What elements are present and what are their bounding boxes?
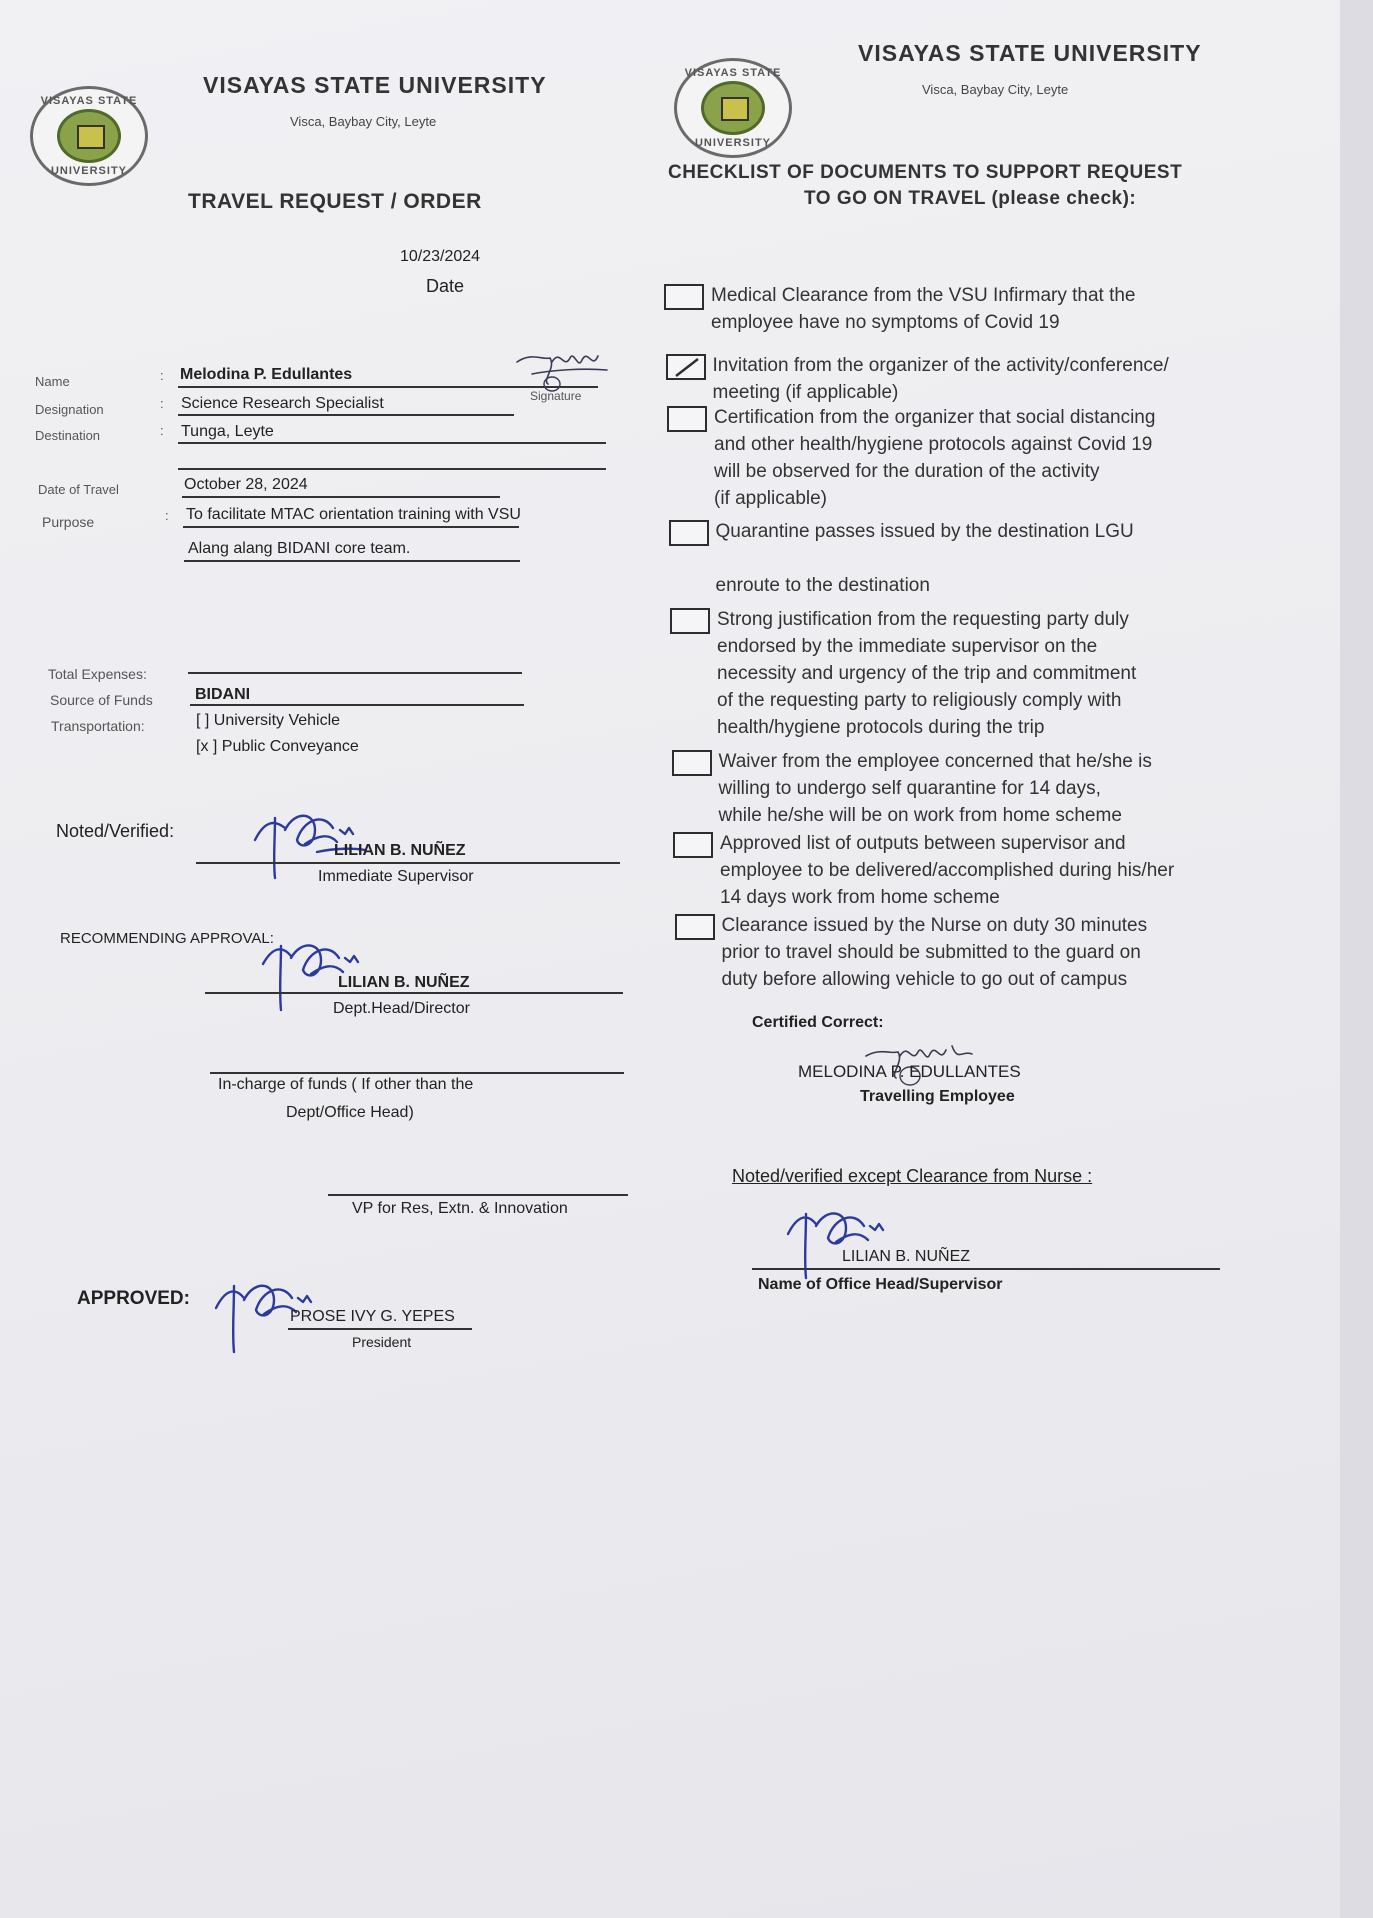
checklist-item-text: while he/she will be on work from home scheme bbox=[718, 805, 1122, 826]
checklist-item-text: 14 days work from home scheme bbox=[720, 887, 1000, 908]
destination-value: Tunga, Leyte bbox=[181, 423, 274, 440]
colon: : bbox=[165, 508, 169, 523]
checklist-checkbox[interactable] bbox=[672, 750, 712, 776]
purpose-line1: To facilitate MTAC orientation training with VSU bbox=[186, 506, 521, 523]
office-head-title: Name of Office Head/Supervisor bbox=[758, 1276, 1003, 1293]
president-name: PROSE IVY G. YEPES bbox=[290, 1308, 455, 1325]
certified-correct-label: Certified Correct: bbox=[752, 1014, 884, 1031]
checklist-item-text: Certification from the organizer that social distancing bbox=[714, 407, 1156, 428]
signature-label: Signature bbox=[530, 389, 582, 403]
transport-option-university: [ ] University Vehicle bbox=[196, 712, 341, 729]
total-expenses-label: Total Expenses: bbox=[48, 666, 147, 682]
president-title: President bbox=[352, 1334, 412, 1350]
transportation-label: Transportation: bbox=[51, 718, 145, 734]
checklist-item-text: employee have no symptoms of Covid 19 bbox=[711, 312, 1060, 333]
university-seal-right bbox=[674, 58, 792, 158]
university-seal-left bbox=[30, 86, 148, 186]
in-charge-funds-line1: In-charge of funds ( If other than the bbox=[218, 1076, 474, 1093]
checklist-item-text: willing to undergo self quarantine for 14 days, bbox=[718, 778, 1101, 799]
checklist-item-text: and other health/hygiene protocols against Covid 19 bbox=[714, 434, 1153, 455]
seal-top-text: VISAYAS STATE bbox=[684, 67, 782, 79]
checklist-title-line1: CHECKLIST OF DOCUMENTS TO SUPPORT REQUEST bbox=[668, 162, 1183, 183]
checklist-item-text: enroute to the destination bbox=[715, 575, 930, 596]
checklist-item-text: prior to travel should be submitted to the guard on bbox=[721, 942, 1141, 963]
university-address-right: Visca, Baybay City, Leyte bbox=[922, 82, 1069, 97]
checklist-item-text: (if applicable) bbox=[714, 488, 827, 509]
checklist-checkbox[interactable] bbox=[669, 520, 709, 546]
noted-name: LILIAN B. NUÑEZ bbox=[334, 842, 466, 859]
checklist-checkbox[interactable] bbox=[675, 914, 715, 940]
checklist-item-text: necessity and urgency of the trip and commitment bbox=[717, 663, 1137, 684]
noted-verified-label: Noted/Verified: bbox=[56, 821, 175, 841]
date-label: Date bbox=[426, 276, 465, 296]
colon: : bbox=[160, 368, 164, 383]
transport-option-public: [x ] Public Conveyance bbox=[196, 738, 359, 755]
seal-top-text: VISAYAS STATE bbox=[40, 95, 138, 107]
employee-signature bbox=[512, 340, 612, 400]
recommending-approval-label: RECOMMENDING APPROVAL: bbox=[60, 930, 274, 947]
source-funds-label: Source of Funds bbox=[50, 692, 153, 708]
request-date: 10/23/2024 bbox=[400, 248, 481, 265]
checklist-checkbox[interactable] bbox=[670, 608, 710, 634]
checklist-item-text: Quarantine passes issued by the destination LGU bbox=[715, 521, 1134, 542]
destination-label: Destination bbox=[35, 428, 101, 443]
university-address-left: Visca, Baybay City, Leyte bbox=[290, 114, 437, 129]
checklist-item-text: duty before allowing vehicle to go out of campus bbox=[721, 969, 1128, 990]
checklist-item-text: employee to be delivered/accomplished during his/her bbox=[720, 860, 1175, 881]
university-name-right: VISAYAS STATE UNIVERSITY bbox=[858, 40, 1202, 66]
checklist-item-text: Invitation from the organizer of the activity/conference/ bbox=[712, 355, 1169, 376]
checklist-item-text: will be observed for the duration of the activity bbox=[714, 461, 1100, 482]
date-travel-label: Date of Travel bbox=[38, 482, 119, 497]
colon: : bbox=[160, 396, 164, 411]
approved-label: APPROVED: bbox=[77, 1288, 190, 1309]
background-edge bbox=[1340, 0, 1373, 1918]
seal-emblem bbox=[701, 81, 765, 135]
checklist-checkbox[interactable] bbox=[664, 284, 704, 310]
checklist-checkbox[interactable] bbox=[666, 354, 706, 380]
source-funds-value: BIDANI bbox=[195, 686, 251, 703]
checklist-item-text: of the requesting party to religiously comply with bbox=[717, 690, 1122, 711]
checklist-item-text: Approved list of outputs between supervisor and bbox=[720, 833, 1126, 854]
seal-bottom-text: UNIVERSITY bbox=[694, 137, 771, 149]
checklist-item-text: Clearance issued by the Nurse on duty 30 minutes bbox=[721, 915, 1148, 936]
recommending-name: LILIAN B. NUÑEZ bbox=[338, 974, 470, 991]
checklist-item-text: Waiver from the employee concerned that he/she is bbox=[718, 751, 1152, 772]
checklist-item-text: endorsed by the immediate supervisor on the bbox=[717, 636, 1098, 657]
seal-emblem bbox=[57, 109, 121, 163]
seal-bottom-text: UNIVERSITY bbox=[50, 165, 127, 177]
in-charge-funds-line2: Dept/Office Head) bbox=[286, 1104, 414, 1121]
recommending-title: Dept.Head/Director bbox=[333, 1000, 470, 1017]
checklist-item-text: Strong justification from the requesting party duly bbox=[717, 609, 1129, 630]
form-title: TRAVEL REQUEST / ORDER bbox=[188, 190, 482, 213]
checklist-title-line2: TO GO ON TRAVEL (please check): bbox=[804, 188, 1137, 209]
purpose-label: Purpose bbox=[42, 514, 95, 530]
employee-title: Travelling Employee bbox=[860, 1088, 1015, 1105]
employee-name: MELODINA P. EDULLANTES bbox=[798, 1062, 1021, 1081]
checklist-item-text: meeting (if applicable) bbox=[712, 382, 899, 403]
checklist-item-text: health/hygiene protocols during the trip bbox=[717, 717, 1045, 738]
noted-title: Immediate Supervisor bbox=[318, 868, 474, 885]
name-value: Melodina P. Edullantes bbox=[180, 366, 353, 383]
noted-except-label: Noted/verified except Clearance from Nurse : bbox=[732, 1166, 1093, 1186]
vp-title: VP for Res, Extn. & Innovation bbox=[352, 1200, 568, 1217]
university-name-left: VISAYAS STATE UNIVERSITY bbox=[203, 72, 547, 98]
purpose-line2: Alang alang BIDANI core team. bbox=[188, 540, 411, 557]
colon: : bbox=[160, 423, 164, 438]
checklist-checkbox[interactable] bbox=[667, 406, 707, 432]
checklist-item-text: Medical Clearance from the VSU Infirmary that the bbox=[711, 285, 1136, 306]
office-head-name: LILIAN B. NUÑEZ bbox=[842, 1248, 971, 1265]
designation-value: Science Research Specialist bbox=[181, 395, 384, 412]
designation-label: Designation bbox=[35, 402, 104, 417]
date-travel-value: October 28, 2024 bbox=[184, 476, 308, 493]
name-label: Name bbox=[35, 374, 70, 389]
checklist-checkbox[interactable] bbox=[673, 832, 713, 858]
